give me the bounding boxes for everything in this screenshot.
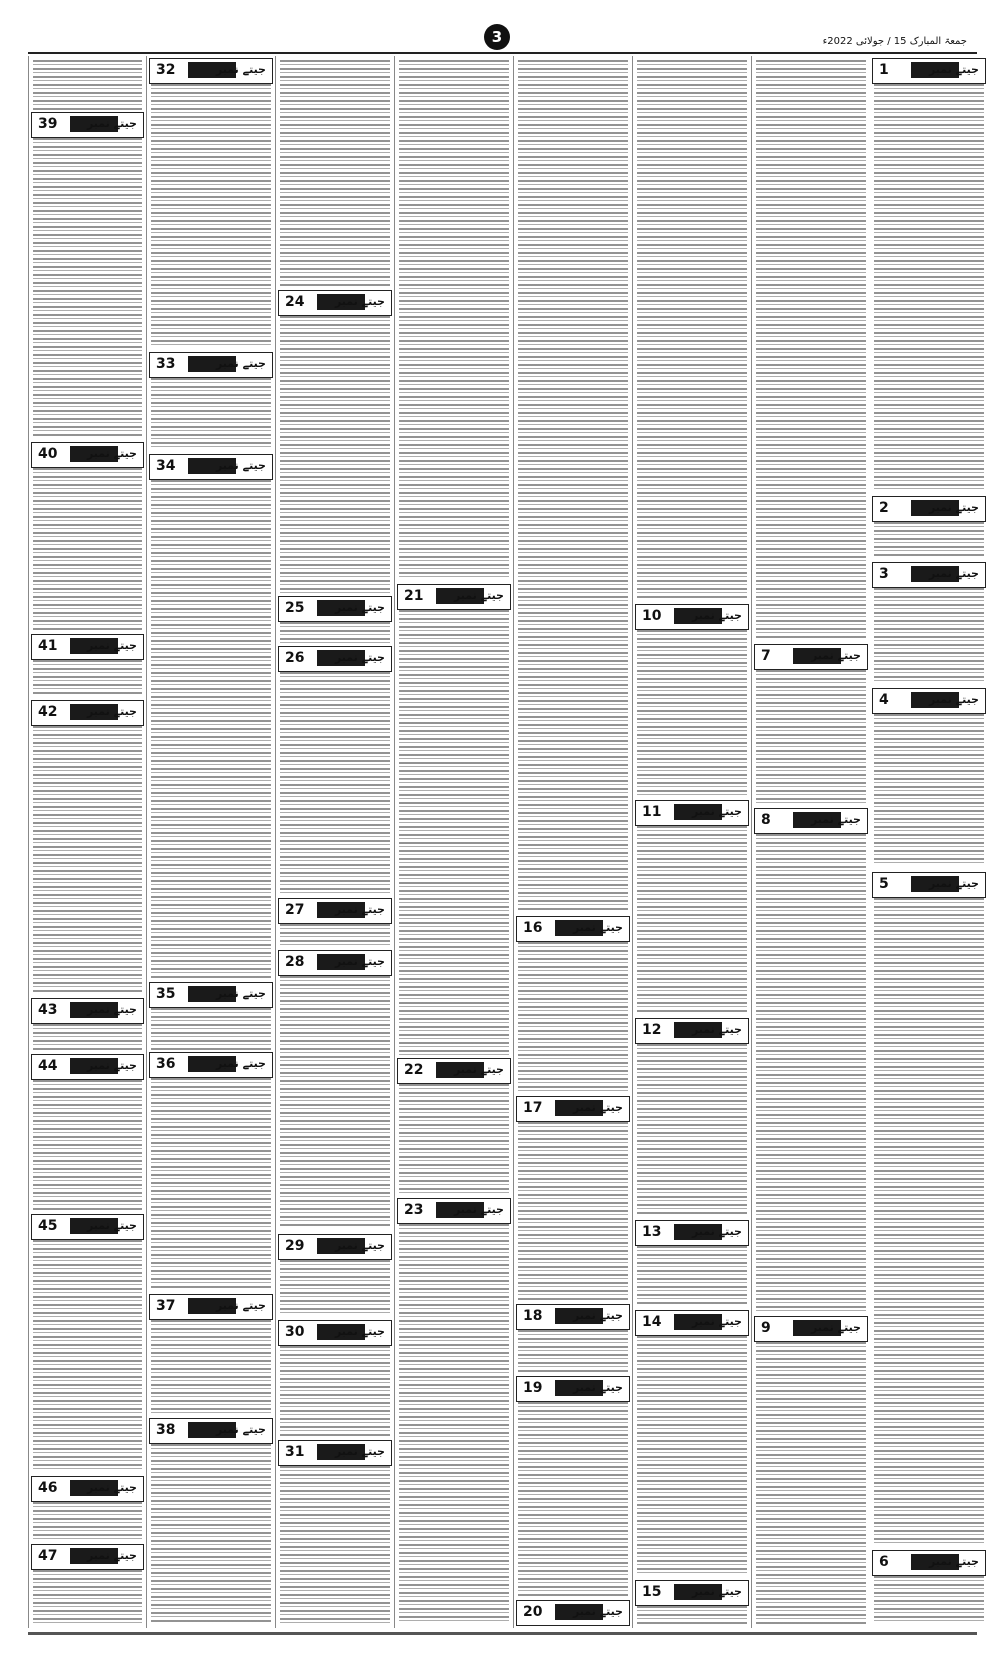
item-label: جیتے نمبر bbox=[334, 601, 385, 614]
item-number: 24 bbox=[285, 294, 305, 310]
item-heading bbox=[397, 1058, 511, 1084]
item-label: جیتے نمبر bbox=[215, 357, 266, 370]
article-body bbox=[151, 480, 271, 978]
article-body bbox=[33, 468, 142, 630]
article-body bbox=[756, 670, 866, 804]
column-5 bbox=[394, 56, 513, 1628]
item-number: 16 bbox=[523, 920, 543, 936]
item-heading bbox=[31, 998, 144, 1024]
article-body bbox=[637, 1246, 747, 1306]
item-heading bbox=[516, 1096, 630, 1122]
article-body bbox=[637, 60, 747, 600]
article-body bbox=[151, 1078, 271, 1290]
item-label: جیتے نمبر bbox=[928, 693, 979, 706]
item-label: جیتے نمبر bbox=[928, 501, 979, 514]
item-heading bbox=[872, 58, 986, 84]
article-body bbox=[151, 378, 271, 450]
item-number: 5 bbox=[879, 876, 889, 892]
item-label: جیتے نمبر bbox=[691, 805, 742, 818]
article-body bbox=[756, 60, 866, 640]
article-body bbox=[151, 84, 271, 348]
item-heading bbox=[872, 872, 986, 898]
article-body bbox=[518, 1330, 628, 1372]
item-heading bbox=[31, 442, 144, 468]
item-heading bbox=[397, 584, 511, 610]
item-label: جیتے نمبر bbox=[453, 1203, 504, 1216]
item-number: 44 bbox=[38, 1058, 58, 1074]
item-heading bbox=[397, 1198, 511, 1224]
article-body bbox=[518, 942, 628, 1092]
item-heading bbox=[278, 596, 392, 622]
item-heading bbox=[278, 290, 392, 316]
article-body bbox=[399, 610, 509, 1056]
article-body bbox=[280, 622, 390, 644]
item-label: جیتے نمبر bbox=[572, 1605, 623, 1618]
item-number: 43 bbox=[38, 1002, 58, 1018]
item-heading bbox=[278, 898, 392, 924]
column-3 bbox=[632, 56, 751, 1628]
item-number: 40 bbox=[38, 446, 58, 462]
item-number: 8 bbox=[761, 812, 771, 828]
item-heading bbox=[278, 646, 392, 672]
item-label: جیتے نمبر bbox=[810, 813, 861, 826]
article-body bbox=[280, 924, 390, 948]
item-number: 38 bbox=[156, 1422, 176, 1438]
item-label: جیتے نمبر bbox=[691, 1225, 742, 1238]
item-number: 29 bbox=[285, 1238, 305, 1254]
article-body bbox=[280, 60, 390, 286]
item-number: 15 bbox=[642, 1584, 662, 1600]
item-number: 26 bbox=[285, 650, 305, 666]
item-label: جیتے نمبر bbox=[86, 1059, 137, 1072]
article-body bbox=[518, 1402, 628, 1598]
article-body bbox=[874, 84, 984, 492]
article-body bbox=[637, 826, 747, 1012]
article-body bbox=[280, 1346, 390, 1436]
item-label: جیتے نمبر bbox=[810, 1321, 861, 1334]
item-label: جیتے نمبر bbox=[691, 609, 742, 622]
article-body bbox=[33, 660, 142, 696]
column-2 bbox=[751, 56, 870, 1628]
item-label: جیتے نمبر bbox=[334, 1239, 385, 1252]
item-label: جیتے نمبر bbox=[572, 921, 623, 934]
item-heading bbox=[754, 808, 868, 834]
item-number: 32 bbox=[156, 62, 176, 78]
item-number: 33 bbox=[156, 356, 176, 372]
item-heading bbox=[635, 1310, 749, 1336]
item-heading bbox=[635, 604, 749, 630]
item-heading bbox=[872, 496, 986, 522]
item-number: 19 bbox=[523, 1380, 543, 1396]
item-number: 1 bbox=[879, 62, 889, 78]
item-label: جیتے نمبر bbox=[572, 1309, 623, 1322]
item-label: جیتے نمبر bbox=[691, 1023, 742, 1036]
item-number: 31 bbox=[285, 1444, 305, 1460]
article-body bbox=[518, 1122, 628, 1302]
item-number: 30 bbox=[285, 1324, 305, 1340]
item-number: 6 bbox=[879, 1554, 889, 1570]
item-heading bbox=[635, 1018, 749, 1044]
item-number: 3 bbox=[879, 566, 889, 582]
item-label: جیتے نمبر bbox=[215, 63, 266, 76]
item-number: 46 bbox=[38, 1480, 58, 1496]
article-body bbox=[33, 1024, 142, 1052]
item-heading bbox=[635, 800, 749, 826]
item-heading bbox=[872, 688, 986, 714]
item-number: 27 bbox=[285, 902, 305, 918]
article-body bbox=[280, 672, 390, 894]
item-heading bbox=[149, 352, 273, 378]
item-number: 18 bbox=[523, 1308, 543, 1324]
article-body bbox=[33, 1502, 142, 1542]
item-number: 9 bbox=[761, 1320, 771, 1336]
item-number: 4 bbox=[879, 692, 889, 708]
item-label: جیتے نمبر bbox=[86, 117, 137, 130]
article-body bbox=[33, 138, 142, 438]
item-number: 37 bbox=[156, 1298, 176, 1314]
item-number: 34 bbox=[156, 458, 176, 474]
item-number: 23 bbox=[404, 1202, 424, 1218]
item-number: 47 bbox=[38, 1548, 58, 1564]
column-7 bbox=[146, 56, 275, 1628]
article-body bbox=[756, 834, 866, 1312]
item-heading bbox=[754, 644, 868, 670]
article-body bbox=[874, 588, 984, 684]
item-heading bbox=[31, 700, 144, 726]
top-rule bbox=[28, 52, 977, 54]
item-heading bbox=[149, 982, 273, 1008]
item-heading bbox=[149, 1418, 273, 1444]
item-heading bbox=[516, 1600, 630, 1626]
item-label: جیتے نمبر bbox=[928, 877, 979, 890]
item-label: جیتے نمبر bbox=[453, 589, 504, 602]
item-number: 28 bbox=[285, 954, 305, 970]
article-body bbox=[874, 1576, 984, 1624]
article-body bbox=[637, 630, 747, 796]
item-heading bbox=[872, 562, 986, 588]
item-heading bbox=[278, 1440, 392, 1466]
item-label: جیتے نمبر bbox=[86, 705, 137, 718]
item-label: جیتے نمبر bbox=[215, 1057, 266, 1070]
article-body bbox=[637, 1606, 747, 1624]
item-label: جیتے نمبر bbox=[334, 1325, 385, 1338]
column-8 bbox=[28, 56, 146, 1628]
item-label: جیتے نمبر bbox=[691, 1585, 742, 1598]
item-label: جیتے نمبر bbox=[453, 1063, 504, 1076]
article-body bbox=[280, 976, 390, 1228]
item-heading bbox=[754, 1316, 868, 1342]
item-number: 42 bbox=[38, 704, 58, 720]
item-label: جیتے نمبر bbox=[334, 295, 385, 308]
item-heading bbox=[278, 1320, 392, 1346]
item-heading bbox=[635, 1580, 749, 1606]
item-number: 14 bbox=[642, 1314, 662, 1330]
item-number: 20 bbox=[523, 1604, 543, 1620]
item-number: 41 bbox=[38, 638, 58, 654]
column-4 bbox=[513, 56, 632, 1628]
article-body bbox=[399, 1084, 509, 1196]
item-label: جیتے نمبر bbox=[86, 1481, 137, 1494]
article-body bbox=[33, 726, 142, 994]
item-label: جیتے نمبر bbox=[86, 447, 137, 460]
item-label: جیتے نمبر bbox=[810, 649, 861, 662]
item-label: جیتے نمبر bbox=[334, 651, 385, 664]
article-body bbox=[280, 1466, 390, 1624]
column-1 bbox=[870, 56, 988, 1628]
article-body bbox=[399, 1224, 509, 1624]
article-body bbox=[399, 60, 509, 580]
item-number: 12 bbox=[642, 1022, 662, 1038]
page-header bbox=[0, 0, 997, 48]
article-body bbox=[151, 1008, 271, 1050]
item-number: 7 bbox=[761, 648, 771, 664]
item-heading bbox=[31, 634, 144, 660]
item-label: جیتے نمبر bbox=[334, 955, 385, 968]
item-heading bbox=[149, 454, 273, 480]
article-body bbox=[33, 60, 142, 110]
item-label: جیتے نمبر bbox=[86, 1003, 137, 1016]
item-number: 35 bbox=[156, 986, 176, 1002]
item-heading bbox=[149, 58, 273, 84]
article-body bbox=[874, 714, 984, 866]
item-heading bbox=[31, 112, 144, 138]
article-body bbox=[151, 1320, 271, 1414]
article-body bbox=[33, 1240, 142, 1472]
item-label: جیتے نمبر bbox=[928, 1555, 979, 1568]
item-heading bbox=[278, 950, 392, 976]
item-heading bbox=[31, 1544, 144, 1570]
item-heading bbox=[516, 1304, 630, 1330]
article-body bbox=[33, 1570, 142, 1624]
article-body bbox=[874, 898, 984, 1546]
item-number: 22 bbox=[404, 1062, 424, 1078]
item-label: جیتے نمبر bbox=[86, 639, 137, 652]
item-heading bbox=[31, 1476, 144, 1502]
item-heading bbox=[872, 1550, 986, 1576]
item-label: جیتے نمبر bbox=[215, 459, 266, 472]
item-number: 17 bbox=[523, 1100, 543, 1116]
item-label: جیتے نمبر bbox=[334, 903, 385, 916]
item-label: جیتے نمبر bbox=[86, 1549, 137, 1562]
article-body bbox=[874, 522, 984, 558]
article-body bbox=[151, 1444, 271, 1624]
item-number: 21 bbox=[404, 588, 424, 604]
item-number: 13 bbox=[642, 1224, 662, 1240]
item-heading bbox=[149, 1294, 273, 1320]
article-body bbox=[280, 316, 390, 594]
article-body bbox=[637, 1336, 747, 1576]
item-label: جیتے نمبر bbox=[928, 567, 979, 580]
item-label: جیتے نمبر bbox=[334, 1445, 385, 1458]
item-number: 25 bbox=[285, 600, 305, 616]
item-heading bbox=[31, 1214, 144, 1240]
item-number: 45 bbox=[38, 1218, 58, 1234]
item-number: 36 bbox=[156, 1056, 176, 1072]
item-number: 10 bbox=[642, 608, 662, 624]
item-label: جیتے نمبر bbox=[572, 1381, 623, 1394]
item-number: 11 bbox=[642, 804, 662, 820]
item-heading bbox=[516, 1376, 630, 1402]
item-heading bbox=[278, 1234, 392, 1260]
column-6 bbox=[275, 56, 394, 1628]
item-heading bbox=[635, 1220, 749, 1246]
article-body bbox=[637, 1044, 747, 1216]
item-label: جیتے نمبر bbox=[691, 1315, 742, 1328]
item-label: جیتے نمبر bbox=[215, 987, 266, 1000]
article-body bbox=[280, 1260, 390, 1316]
item-label: جیتے نمبر bbox=[86, 1219, 137, 1232]
article-body bbox=[518, 60, 628, 912]
item-heading bbox=[31, 1054, 144, 1080]
article-body bbox=[33, 1080, 142, 1210]
item-heading bbox=[149, 1052, 273, 1078]
item-heading bbox=[516, 916, 630, 942]
item-number: 39 bbox=[38, 116, 58, 132]
item-label: جیتے نمبر bbox=[928, 63, 979, 76]
issue-date: جمعۃ المبارک 15 / جولائی 2022ء bbox=[822, 36, 967, 47]
item-label: جیتے نمبر bbox=[215, 1423, 266, 1436]
item-number: 2 bbox=[879, 500, 889, 516]
item-label: جیتے نمبر bbox=[572, 1101, 623, 1114]
article-body bbox=[756, 1342, 866, 1624]
bottom-rule bbox=[28, 1632, 977, 1635]
page-number: 3 bbox=[484, 24, 510, 50]
item-label: جیتے نمبر bbox=[215, 1299, 266, 1312]
